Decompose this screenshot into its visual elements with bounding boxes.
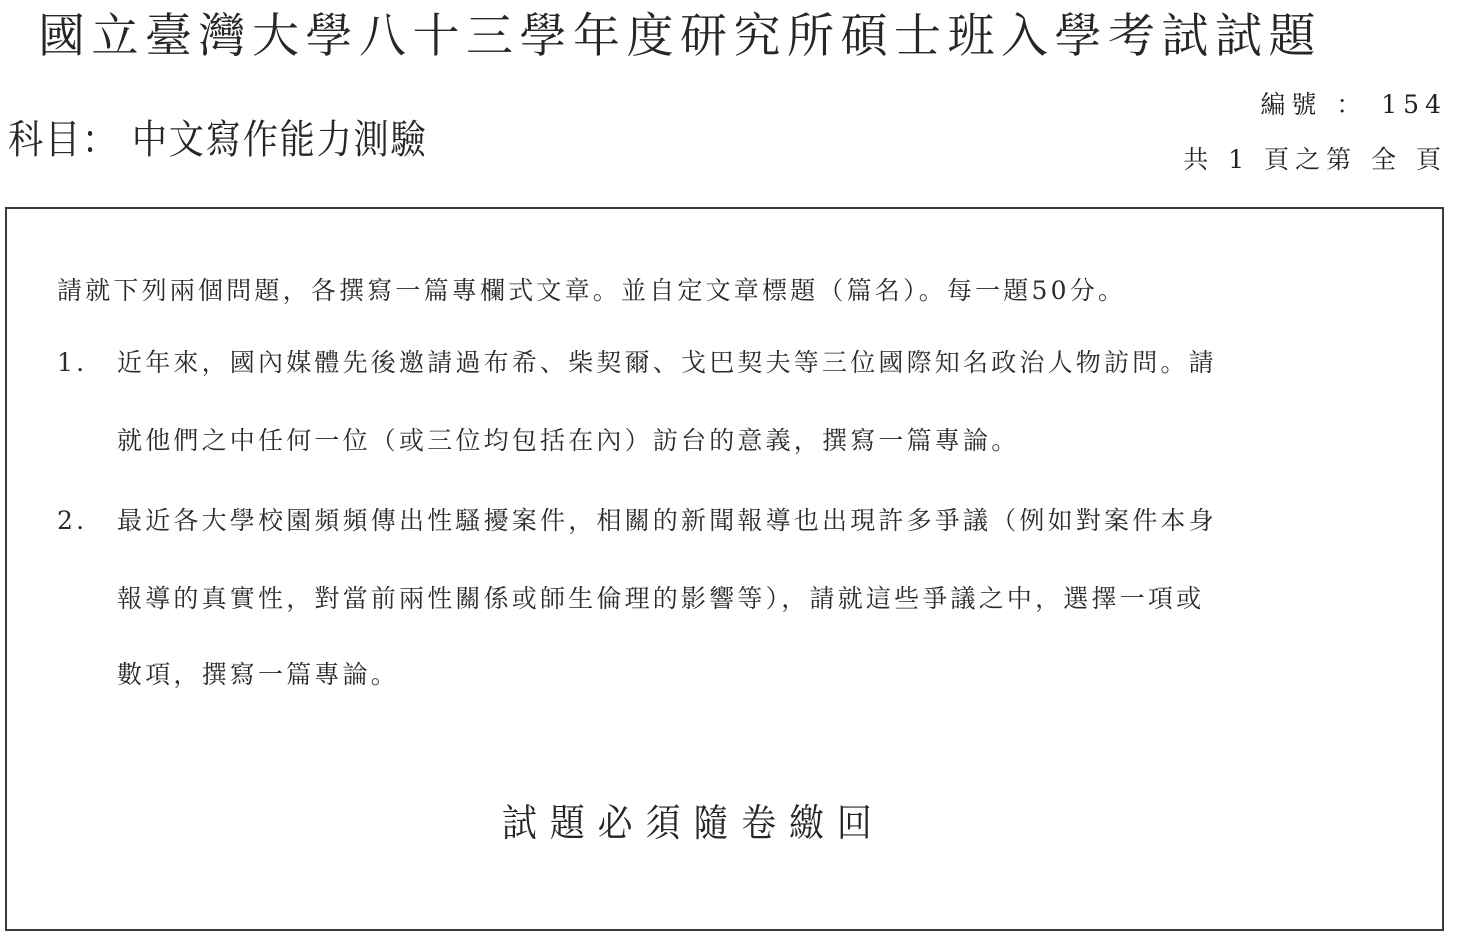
exam-title: 國立臺灣大學八十三學年度研究所碩士班入學考試試題 <box>38 9 1322 64</box>
question-1-line-2: 就他們之中任何一位（或三位均包括在內）訪台的意義，撰寫一篇專論。 <box>117 426 1020 455</box>
instruction-text: 請就下列兩個問題，各撰寫一篇專欄式文章。並自定文章標題（篇名）。每一題50分。 <box>57 276 1127 305</box>
question-2-number: 2. <box>57 506 88 535</box>
question-2-line-2: 報導的真實性，對當前兩性關係或師生倫理的影響等），請就這些爭議之中，選擇一項或 <box>117 584 1205 613</box>
question-box <box>5 207 1444 931</box>
question-1-line-1: 近年來，國內媒體先後邀請過布希、柴契爾、戈巴契夫等三位國際知名政治人物訪問。請 <box>117 348 1217 377</box>
question-2-line-1: 最近各大學校園頻頻傳出性騷擾案件，相關的新聞報導也出現許多爭議（例如對案件本身 <box>117 506 1217 535</box>
question-1-number: 1. <box>57 348 88 377</box>
exam-subject: 科目： 中文寫作能力測驗 <box>8 117 428 163</box>
exam-code: 編號 ： 154 <box>1260 90 1447 119</box>
return-notice: 試題必須隨卷繳回 <box>502 801 885 845</box>
question-2-line-3: 數項，撰寫一篇專論。 <box>117 660 400 689</box>
page-info: 共 1 頁之第 全 頁 <box>1183 145 1447 174</box>
